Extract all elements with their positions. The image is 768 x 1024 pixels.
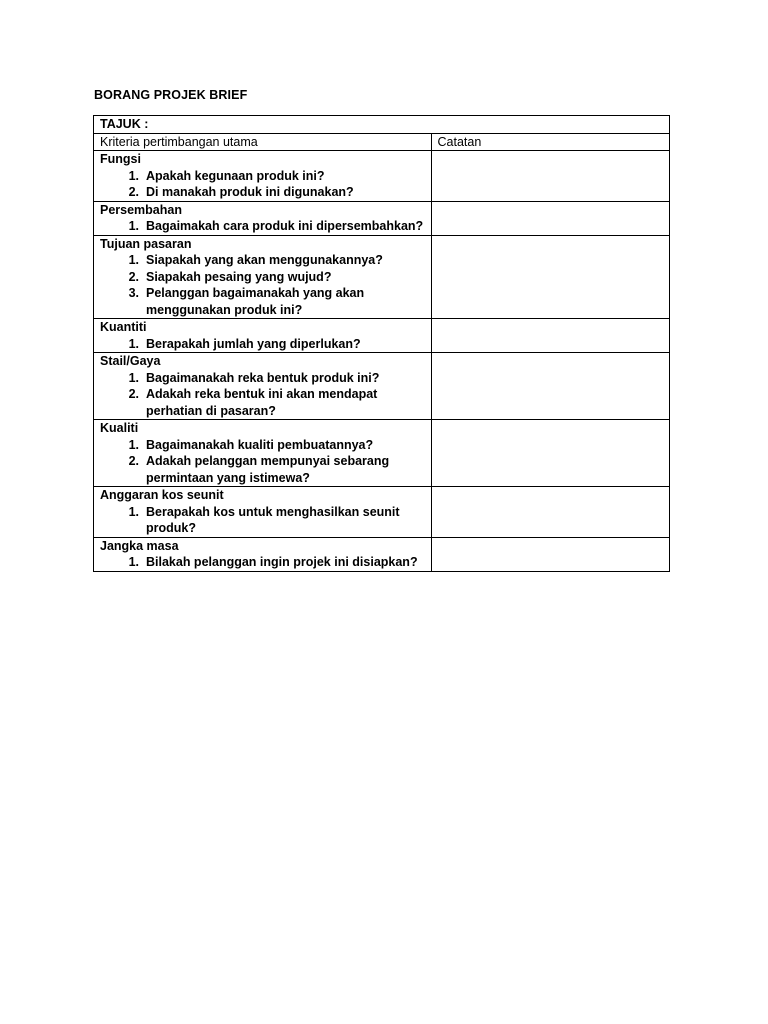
question-number: 1. [128,555,139,569]
header-row [94,133,670,151]
brief-form-table [93,115,670,572]
question-item [100,252,425,269]
notes-cell[interactable] [431,537,669,571]
question-list [100,554,425,571]
question-number: 1. [128,437,139,452]
question-text: Siapakah pesaing yang wujud? [146,269,332,284]
section-title: Kualiti [100,421,139,435]
question-text: Berapakah jumlah yang diperlukan? [146,336,361,351]
section-title: Tujuan pasaran [100,236,192,251]
criteria-row [94,353,670,420]
question-item [100,285,425,318]
question-item [100,504,425,537]
criteria-row [94,151,670,202]
question-list [100,252,425,318]
notes-cell[interactable] [431,487,669,538]
question-text: Berapakah kos untuk menghasilkan seunit produk? [146,504,400,535]
criteria-row [94,420,670,487]
notes-cell[interactable] [431,353,669,420]
criteria-row [94,487,670,538]
question-number: 3. [128,286,139,300]
question-number: 1. [128,253,139,267]
question-list [100,437,425,487]
question-number: 1. [128,219,139,233]
question-item [100,184,425,201]
question-number: 1. [128,504,139,519]
criteria-row [94,319,670,353]
question-text: Bagaimanakah kualiti pembuatannya? [146,437,374,452]
section-title: Fungsi [100,152,141,166]
tajuk-label[interactable]: TAJUK : [94,116,670,134]
question-item [100,453,425,486]
question-list [100,336,425,353]
question-list [100,504,425,537]
notes-column-header: Catatan [431,133,669,151]
criteria-cell [94,353,432,420]
question-item [100,269,425,286]
question-number: 2. [128,387,139,401]
criteria-cell [94,201,432,235]
criteria-cell [94,487,432,538]
question-number: 1. [128,370,139,385]
question-text: Siapakah yang akan menggunakannya? [146,253,383,267]
tajuk-row [94,116,670,134]
question-text: Apakah kegunaan produk ini? [146,168,325,183]
question-item [100,554,425,571]
question-number: 1. [128,336,139,351]
question-text: Pelanggan bagaimanakah yang akan menggunakan produk ini? [146,286,365,317]
criteria-row [94,201,670,235]
criteria-cell [94,151,432,202]
question-item [100,218,425,235]
notes-cell[interactable] [431,151,669,202]
question-text: Di manakah produk ini digunakan? [146,185,354,199]
criteria-row [94,537,670,571]
question-number: 1. [128,168,139,183]
document-title: BORANG PROJEK BRIEF [94,88,248,102]
question-text: Bilakah pelanggan ingin projek ini disiapkan? [146,555,418,569]
question-number: 2. [128,185,139,199]
question-text: Adakah reka bentuk ini akan mendapat perhatian di pasaran? [146,387,378,418]
question-number: 2. [128,269,139,284]
notes-cell[interactable] [431,235,669,319]
section-title: Stail/Gaya [100,354,161,368]
section-title: Anggaran kos seunit [100,488,224,502]
notes-cell[interactable] [431,420,669,487]
question-list [100,370,425,420]
section-title: Persembahan [100,202,182,217]
question-list [100,168,425,201]
criteria-column-header: Kriteria pertimbangan utama [94,133,432,151]
question-text: Adakah pelanggan mempunyai sebarang permintaan yang istimewa? [146,454,390,485]
notes-cell[interactable] [431,201,669,235]
question-item [100,386,425,419]
notes-cell[interactable] [431,319,669,353]
question-text: Bagaimanakah reka bentuk produk ini? [146,370,380,385]
question-item [100,370,425,387]
section-title: Jangka masa [100,538,179,553]
criteria-cell [94,235,432,319]
section-title: Kuantiti [100,320,147,334]
question-number: 2. [128,454,139,468]
criteria-row [94,235,670,319]
question-list [100,218,425,235]
criteria-cell [94,319,432,353]
question-item [100,437,425,454]
criteria-cell [94,537,432,571]
question-text: Bagaimakah cara produk ini dipersembahkan? [146,219,424,233]
question-item [100,336,425,353]
criteria-cell [94,420,432,487]
question-item [100,168,425,185]
